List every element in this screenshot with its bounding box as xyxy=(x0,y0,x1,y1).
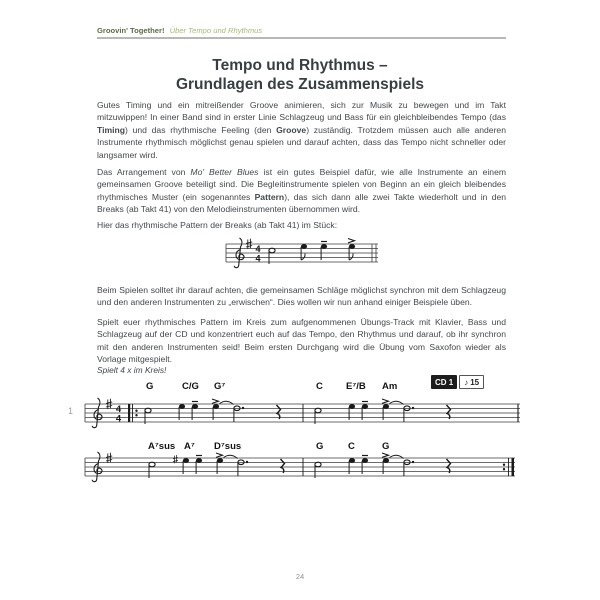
music-system-2 xyxy=(60,450,525,498)
time-signature-top: 4 xyxy=(255,244,261,254)
chord-label: A⁷sus xyxy=(148,441,176,452)
cd-number-box: CD 1 xyxy=(431,375,457,389)
book-title: Groovin' Together! xyxy=(97,26,165,35)
chord-label: C xyxy=(316,381,323,392)
pattern-notes xyxy=(269,239,355,265)
cd-track-badge xyxy=(431,375,484,389)
paragraph-uebung: Spielt euer rhythmisches Pattern im Kreis zum aufgenommenen Übungs-Track mit Klavier, Bass und Schlagzeug auf der CD und konzentriert euch auf das Tempo, den Rhythmus und darauf, ob ihr synchron mit den anderen Instrumenten seid! Beim ersten Durchgang wird die Übung vom Saxofon wieder als Vorlage mitgespielt. xyxy=(97,317,506,365)
page-title xyxy=(60,56,540,94)
track-number-box xyxy=(459,375,484,389)
paragraph-timing: Gutes Timing und ein mitreißender Groove animieren, sich zur Musik zu bewegen und im Takt mitzuwippen! In einer Band sind in erster Linie Schlagzeug und Bass für ein gleichbleibendes Tempo (das Timing) und das rhythmische Feeling (den Groove) zuständig. Trotzdem müssen auch alle anderen Instrumente rhythmisch möglichst genau spielen und darauf achten, dass das Tempo nicht schneller oder langsamer wird. xyxy=(97,100,506,160)
eighth-note-icon: ♪ xyxy=(464,377,469,387)
chord-label: G xyxy=(316,441,324,452)
system-number: 1 xyxy=(68,406,74,416)
page-title-line2: Grundlagen des Zusammenspiels xyxy=(175,76,425,93)
header-rule xyxy=(97,37,506,39)
measure-1-notes xyxy=(145,399,281,424)
chord-label: C/G xyxy=(182,381,199,392)
chord-label: E⁷/B xyxy=(346,381,366,392)
accidental-sharp-icon xyxy=(173,455,178,463)
chord-label: C xyxy=(348,441,355,452)
rhythm-pattern-staff xyxy=(220,234,385,284)
time-signature-top: 4 xyxy=(115,404,122,415)
pattern-caption: Hier das rhythmische Pattern der Breaks (ab Takt 41) im Stück: xyxy=(97,220,338,230)
music-system-1 xyxy=(60,396,525,444)
paragraph-arrangement: Das Arrangement von Mo' Better Blues ist ein gutes Beispiel dafür, wie alle Instrumente an einem gemeinsamen Groove beteiligt sind. Die Begleitinstrumente spielen von Beginn an ein gleich bleibendes rhythmisches Muster (ein sogenanntes Pattern), das sich dann alle zwei Takte wiederholt und in den Breaks (ab Takt 41) von den Melodieinstrumenten übernommen wird. xyxy=(97,167,507,215)
chord-label: D⁷sus xyxy=(214,441,242,452)
chord-label: G⁷ xyxy=(214,381,226,392)
chapter-label: Über Tempo und Rhythmus xyxy=(169,26,263,35)
measure-2-notes xyxy=(315,399,451,424)
chord-label: Am xyxy=(382,381,398,392)
measure-3-notes xyxy=(149,453,285,478)
running-header xyxy=(97,26,506,35)
paragraph-synchron: Beim Spielen solltet ihr darauf achten, die gemeinsamen Schläge möglichst synchron mit dem Schlagzeug und den anderen Instrumenten zu „erwischen“. Dies wollen wir nun anhand einiger Beispiele üben. xyxy=(97,285,506,308)
exercise-instruction: Spielt 4 x im Kreis! xyxy=(97,365,167,375)
time-signature-bottom: 4 xyxy=(255,253,261,264)
measure-4-notes xyxy=(315,453,451,478)
page-title-line1: Tempo und Rhythmus – xyxy=(212,57,388,74)
chord-label: G xyxy=(382,441,390,452)
chord-label: A⁷ xyxy=(184,441,195,452)
time-signature-bottom: 4 xyxy=(115,413,122,425)
chord-label: G xyxy=(146,381,154,392)
page-number: 24 xyxy=(295,572,305,581)
track-number: 15 xyxy=(470,377,480,387)
